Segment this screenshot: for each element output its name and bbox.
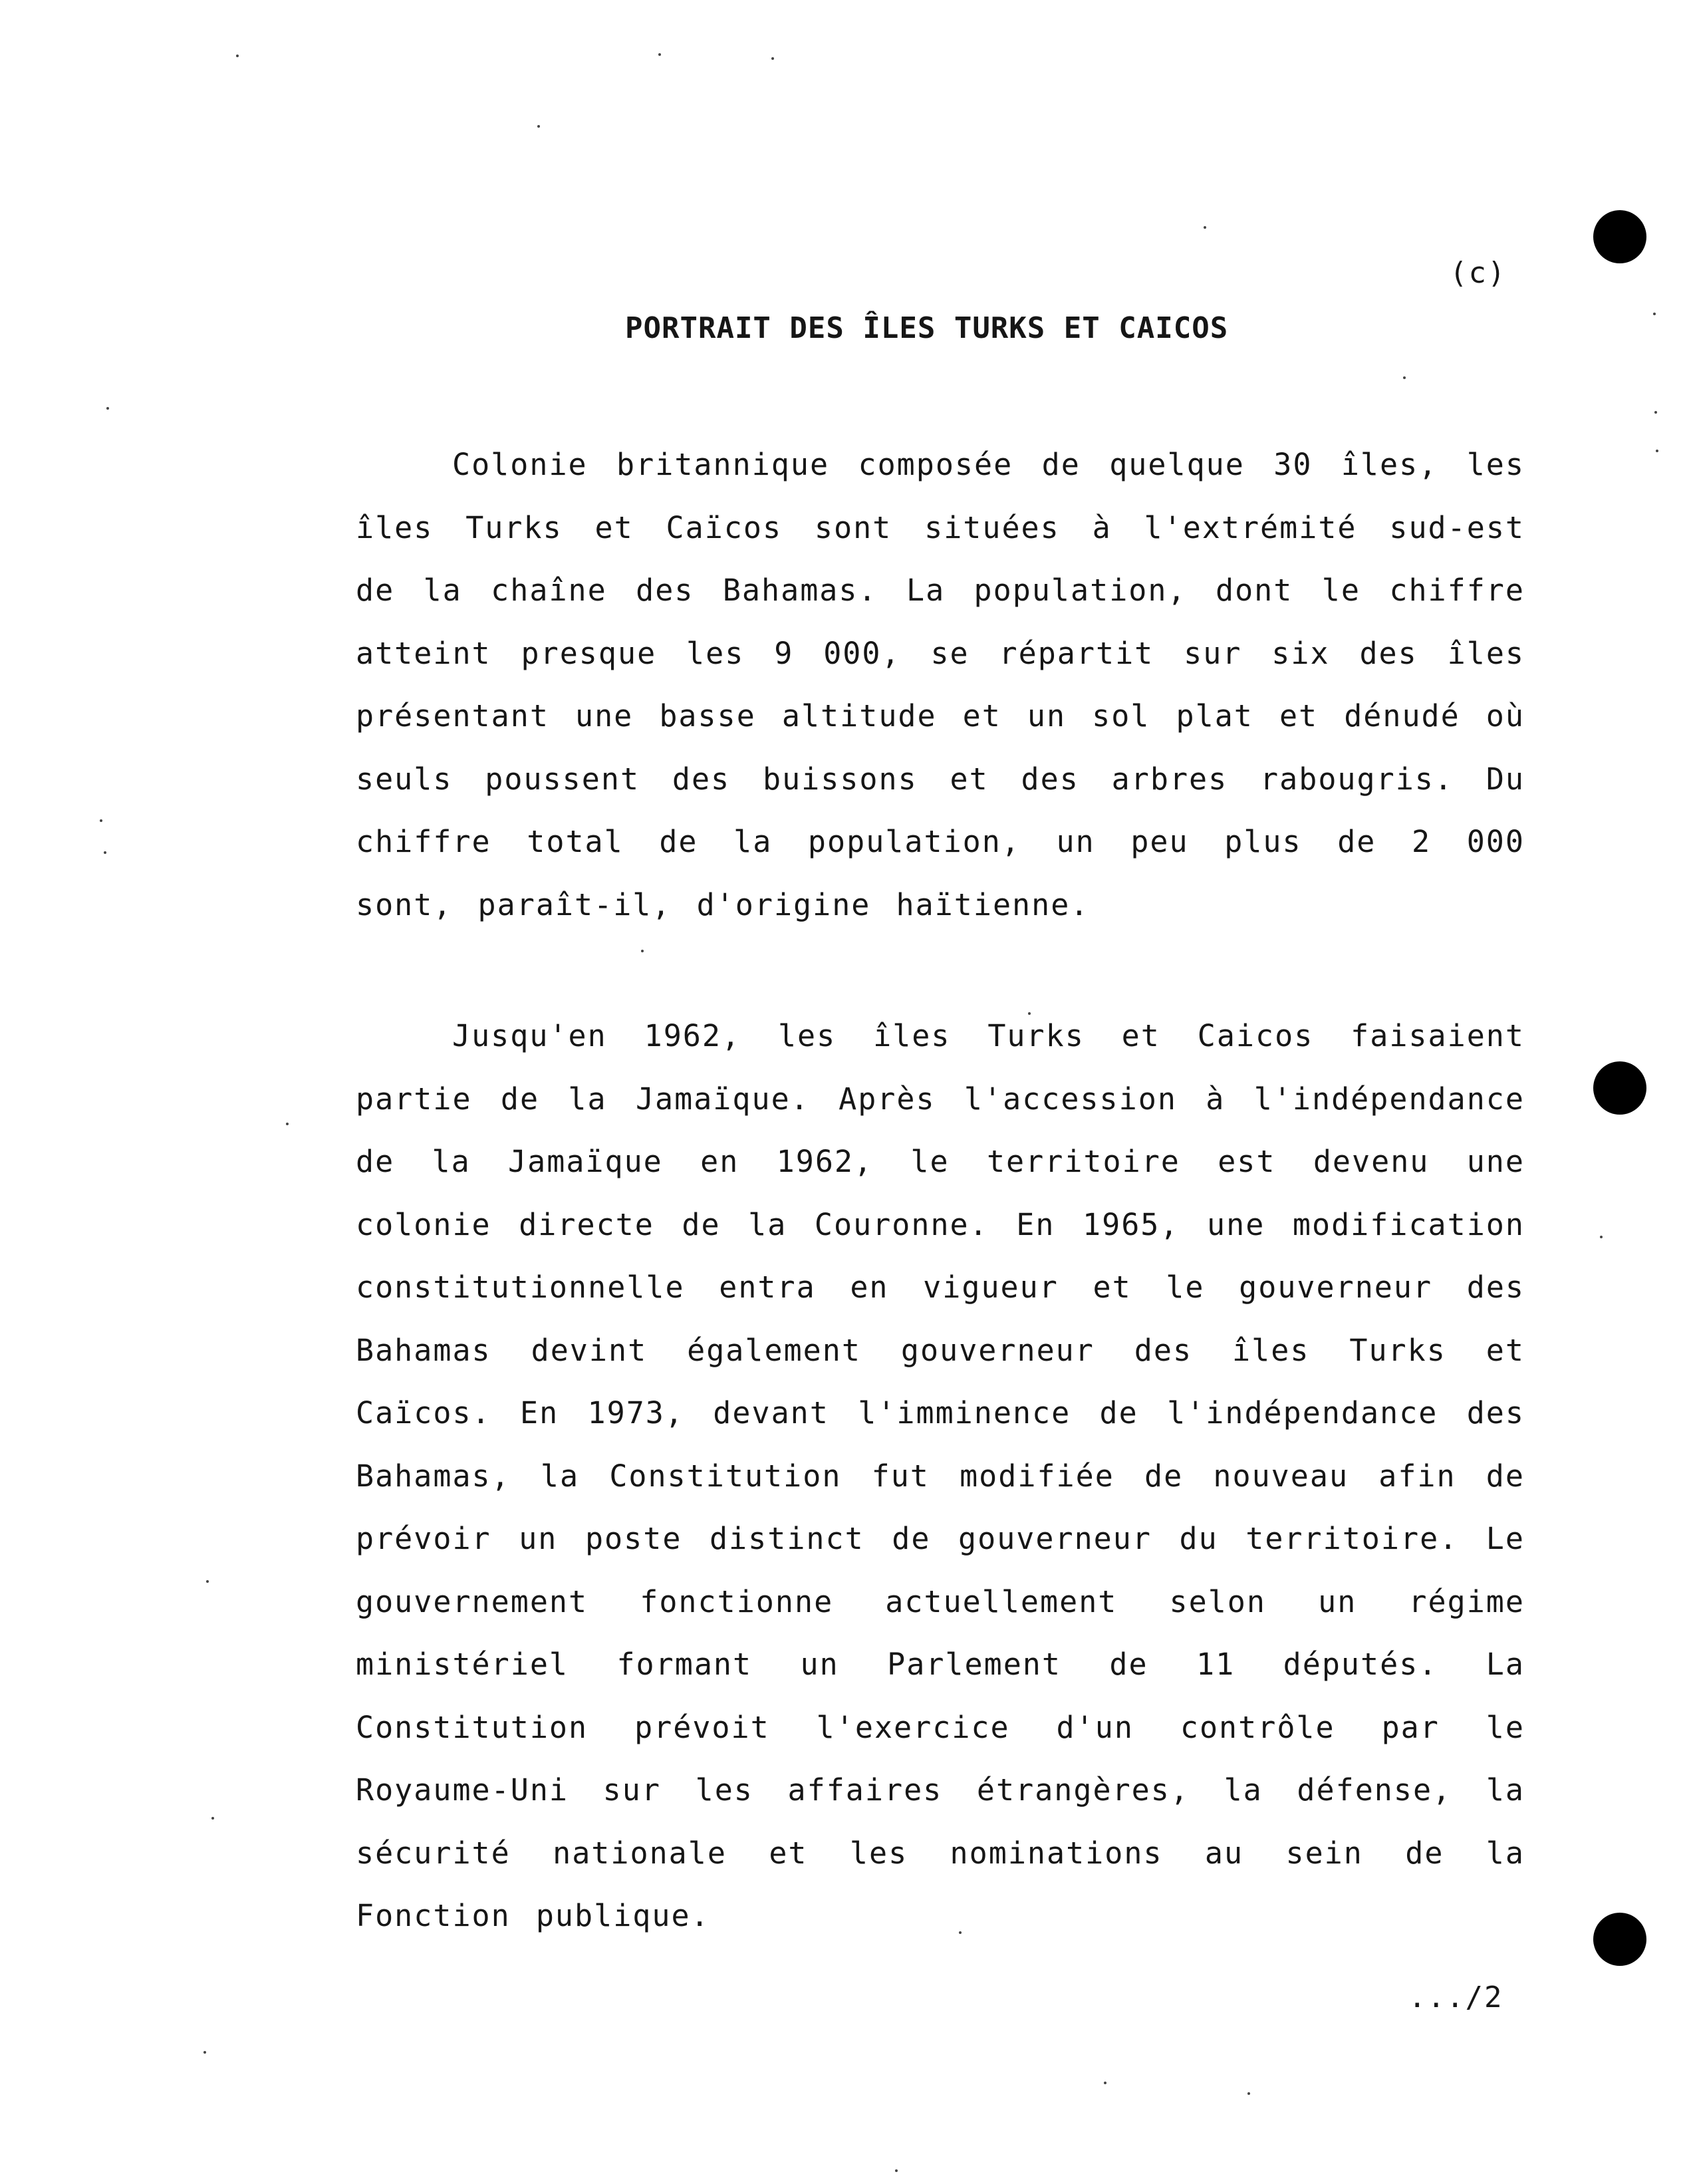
scan-speck (658, 53, 661, 56)
scan-speck (100, 819, 102, 822)
scan-speck (641, 950, 644, 952)
scan-speck (1104, 2082, 1106, 2084)
punch-hole-middle (1593, 1061, 1646, 1115)
document-title: PORTRAIT DES ÎLES TURKS ET CAICOS (625, 311, 1229, 345)
scan-speck (286, 1123, 289, 1125)
scan-speck (895, 2169, 898, 2172)
scan-speck (771, 57, 774, 60)
scan-speck (1028, 1012, 1031, 1015)
paragraph-history: Jusqu'en 1962, les îles Turks et Caicos faisaient partie de la Jamaïque. Après l'accession à l'indépendance de la Jamaïque en 1962, le territoire est devenu une colonie directe de la Couronne. En 1965, une modification constitutionnelle entra en vigueur et le gouverneur des Bahamas devint également gouverneur des îles Turks et Caïcos. En 1973, devant l'imminence de l'indépendance des Bahamas, la Constitution fut modifiée de nouveau afin de prévoir un poste distinct de gouverneur du territoire. Le gouvernement fonctionne actuellement selon un régime ministériel formant un Parlement de 11 députés. La Constitution prévoit l'exercice d'un contrôle par le Royaume-Uni sur les affaires étrangères, la défense, la sécurité nationale et les nominations au sein de la Fonction publique. (356, 1018, 1525, 1933)
punch-hole-bottom (1593, 1913, 1646, 1966)
scan-speck (1656, 450, 1658, 452)
scan-speck (959, 1931, 962, 1934)
punch-hole-top (1593, 210, 1646, 263)
scan-speck (537, 125, 540, 128)
document-reference-mark: (c) (1450, 256, 1507, 290)
scan-speck (1204, 226, 1206, 229)
scan-speck (211, 1817, 214, 1820)
scan-speck (1247, 2092, 1250, 2095)
paragraph-geography: Colonie britannique composée de quelque 30 îles, les îles Turks et Caïcos sont situées à l'extrémité sud-est de la chaîne des Bahamas. La population, dont le chiffre atteint presque les 9 000, se répartit sur six des îles présentant une basse altitude et un sol plat et dénudé où seuls poussent des buissons et des arbres rabougris. Du chiffre total de la population, un peu plus de 2 000 sont, paraît-il, d'origine haïtienne. (356, 447, 1525, 922)
scan-speck (203, 2051, 206, 2054)
scan-speck (104, 851, 106, 854)
scan-speck (206, 1580, 209, 1583)
scan-speck (236, 55, 239, 57)
scan-speck (1654, 411, 1657, 414)
scan-speck (106, 407, 109, 410)
scan-speck (1403, 376, 1406, 379)
page-continuation-marker: .../2 (1408, 1980, 1503, 2014)
scan-speck (1600, 1236, 1603, 1238)
scan-speck (1653, 313, 1656, 315)
